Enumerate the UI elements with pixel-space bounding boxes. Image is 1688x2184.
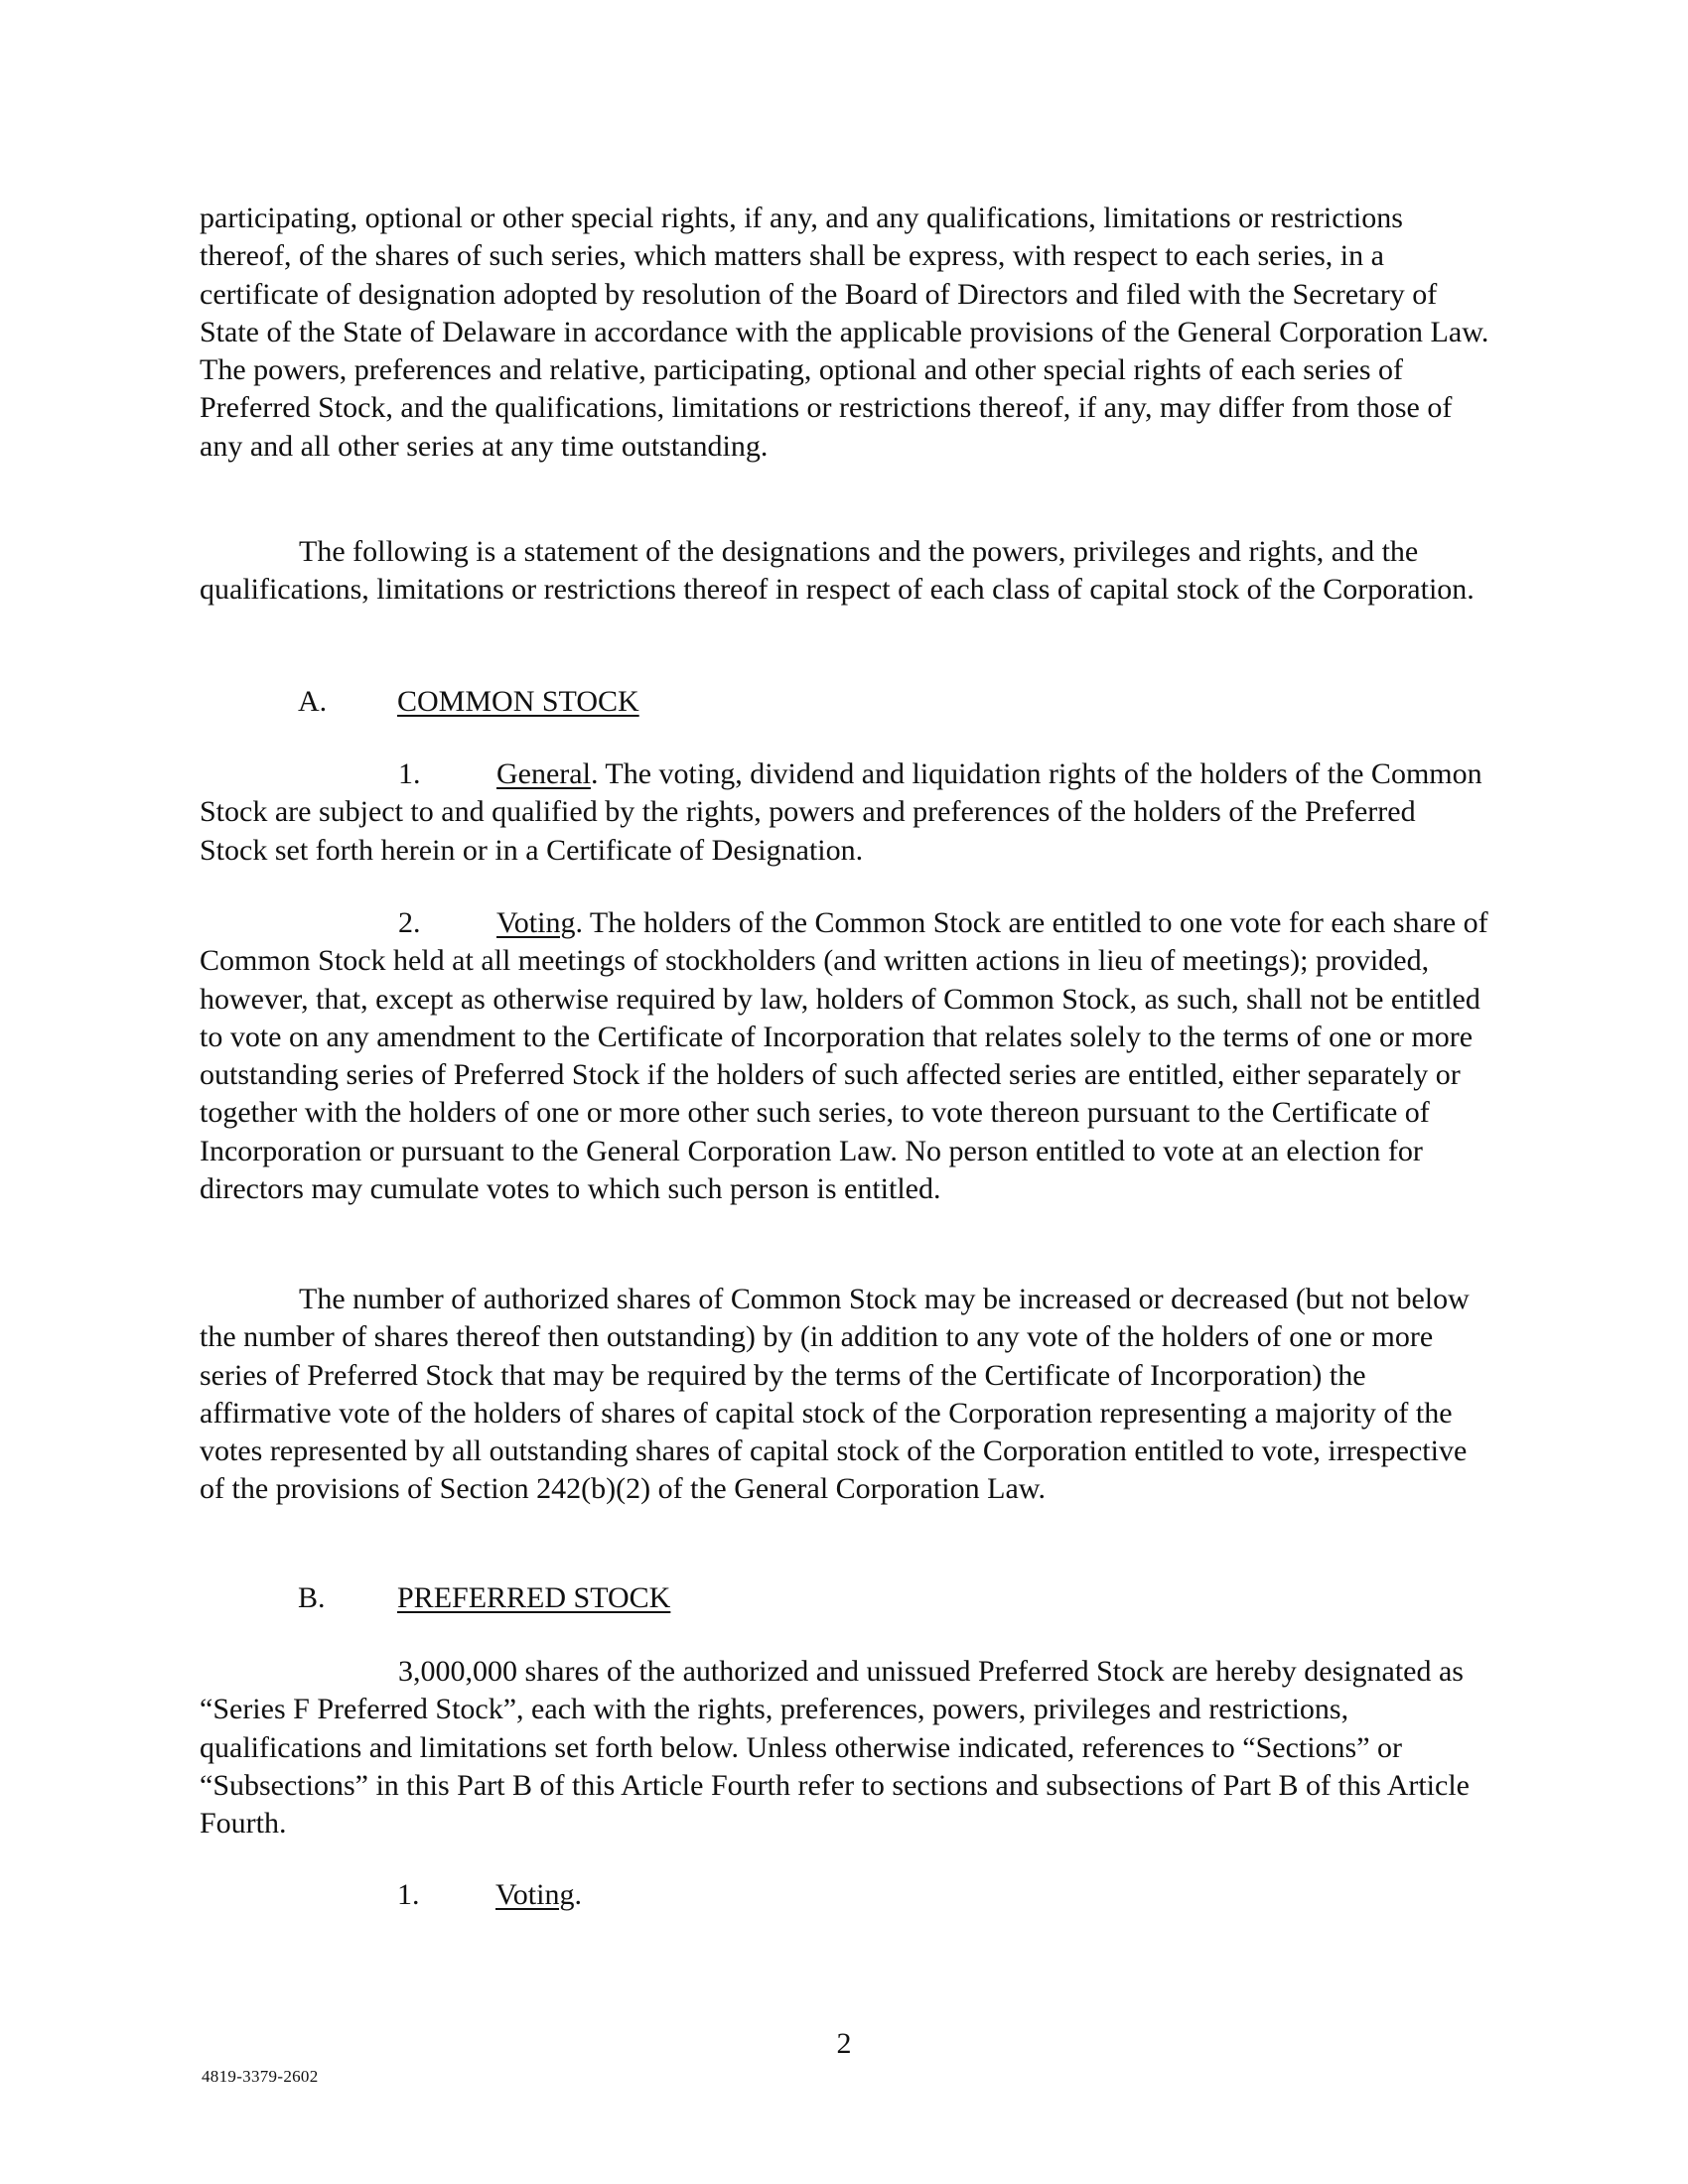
section-b-title: PREFERRED STOCK — [397, 1581, 671, 1614]
common-2-text: . The holders of the Common Stock are entitled to one vote for each share of Common Stock held at all meetings of stockholders (and written actions in lieu of meetings); provided, however, that, except as otherwise required by law, holders of Common Stock, as such, shall not be entitled to vote on any amendment to the Certificate of Incorporation that relates solely to the terms of one or more outstanding series of Preferred Stock if the holders of such affected series are entitled, either separately or together with the holders of one or more other such series, to vote thereon pursuant to the Certificate of Incorporation or pursuant to the General Corporation Law. No person entitled to vote at an election for directors may cumulate votes to which such person is entitled. — [200, 906, 1488, 1206]
section-b-title-wrap — [397, 1579, 670, 1617]
common-1-text: . The voting, dividend and liquidation rights of the holders of the Common Stock are subject to and qualified by the rights, powers and preferences of the holders of the Preferred Stock set forth herein or in a Certificate of Designation. — [200, 757, 1482, 867]
page-number: 2 — [836, 2027, 852, 2060]
section-b-heading — [298, 1579, 326, 1617]
common-stock-voting-paragraph — [200, 904, 1490, 1208]
paragraph-series-f-designation: 3,000,000 shares of the authorized and unissued Preferred Stock are hereby designated as “Series F Preferred Stock”, each with the rights, preferences, powers, privileges and restrictions, qualifications and limitations set forth below. Unless otherwise indicated, references to “Sections” or “Subsections” in this Part B of this Article Fourth refer to sections and subsections of Part B of this Article Fourth. — [200, 1655, 1470, 1841]
section-a-heading — [298, 683, 327, 721]
section-a-title: COMMON STOCK — [397, 685, 639, 718]
paragraph-authorized-shares-change: The number of authorized shares of Common Stock may be increased or decreased (but not below the number of shares thereof then outstanding) by (in addition to any vote of the holders of one or more series of Preferred Stock that may be required by the terms of the Certificate of Incorporation) the affirmative vote of the holders of shares of capital stock of the Corporation representing a majority of the votes represented by all outstanding shares of capital stock of the Corporation entitled to vote, irrespective of the provisions of Section 242(b)(2) of the General Corporation Law. — [200, 1283, 1470, 1506]
preferred-1-heading — [397, 1876, 582, 1914]
common-1-heading: General — [496, 757, 591, 790]
section-a-title-wrap — [397, 683, 639, 721]
common-stock-general-paragraph — [200, 755, 1490, 870]
preferred-1-title: Voting — [495, 1878, 575, 1911]
preferred-1-number: 1. — [397, 1878, 420, 1911]
document-id: 4819-3379-2602 — [202, 2067, 319, 2086]
section-a-letter: A. — [298, 685, 328, 718]
common-2-number: 2. — [398, 906, 421, 939]
section-b-letter: B. — [298, 1581, 326, 1614]
paragraph-designation-rights: participating, optional or other special rights, if any, and any qualifications, limitations or restrictions thereof, of the shares of such series, which matters shall be express, with respect to each series, in a certificate of designation adopted by resolution of the Board of Directors and filed with the Secretary of State of the State of Delaware in accordance with the applicable provisions of the General Corporation Law. The powers, preferences and relative, participating, optional and other special rights of each series of Preferred Stock, and the qualifications, limitations or restrictions thereof, if any, may differ from those of any and all other series at any time outstanding. — [200, 202, 1489, 463]
paragraph-statement-of-designations: The following is a statement of the designations and the powers, privileges and rights, and the qualifications, limitations or restrictions thereof in respect of each class of capital stock of the Corporation. — [200, 535, 1475, 607]
common-1-number: 1. — [398, 757, 421, 790]
common-2-heading: Voting — [496, 906, 576, 939]
preferred-1-period: . — [574, 1878, 582, 1911]
